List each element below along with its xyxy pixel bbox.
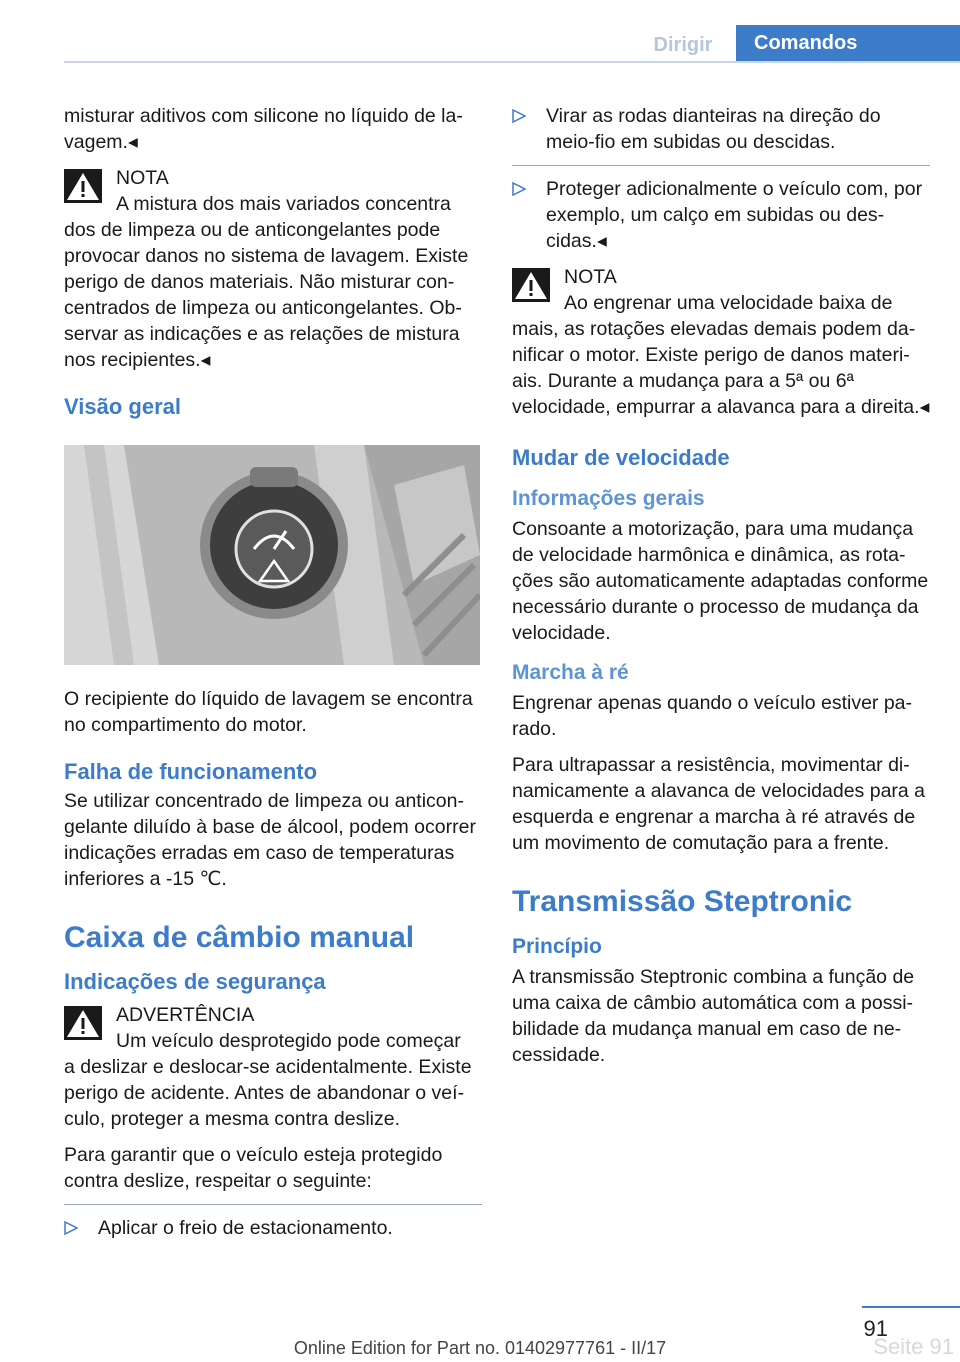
reverse-heading: Marcha à ré: [512, 661, 629, 684]
header-rule: [64, 61, 960, 63]
washer-fluid-reservoir-figure: [64, 445, 480, 665]
warning-title: ADVERTÊNCIA: [116, 1004, 255, 1026]
list-item: Proteger adicionalmente o veículo com, por exemplo, um calço em subidas ou descidas.◂: [512, 176, 930, 254]
triangle-bullet-icon: [64, 1221, 78, 1235]
bullet-divider: [64, 1204, 482, 1205]
note-title: NOTA: [564, 266, 617, 288]
watermark: Seite 91: [873, 1334, 954, 1359]
figure-caption: O recipiente do líquido de lavagem se encontra no compartimento do motor.: [64, 688, 473, 736]
edition-line: Online Edition for Part no. 01402977761 - II/17: [293, 1338, 667, 1358]
left-column: [64, 103, 482, 1251]
principle-heading: Princípio: [512, 935, 602, 958]
warning-triangle-icon: [64, 1006, 102, 1040]
note-body: A mistura dos mais variados concentra dos de limpeza ou de anticongelantes pode provocar danos no sistema de lavagem. Existe perigo de danos materiais. Não misturar concentrados de limpeza ou anticongelantes. Observar as indicações e as relações de mistura nos recipientes.◂: [64, 193, 469, 371]
bullet-divider: [512, 165, 930, 166]
warning-body: Um veículo desprotegido pode começar a deslizar e deslocar-se acidentalmente. Existe perigo de acidente. Antes de abandonar o veículo, proteger a mesma contra deslize.: [64, 1030, 472, 1130]
footer-rule: [862, 1306, 960, 1308]
general-info-heading: Informações gerais: [512, 487, 705, 510]
reverse-text-2: Para ultrapassar a resistência, movimentar dinamicamente a alavanca de velocidades para a esquerda e engrenar a marcha à ré através de um movimento de comutação para a frente.: [512, 754, 926, 854]
reverse-text-1: Engrenar apenas quando o veículo estiver parado.: [512, 692, 913, 740]
header-section: Dirigir: [653, 34, 713, 56]
shift-heading: Mudar de velocidade: [512, 445, 730, 470]
right-column: [512, 103, 930, 1078]
intro-text: misturar aditivos com silicone no líquido de lavagem.◂: [64, 105, 463, 153]
malfunction-text: Se utilizar concentrado de limpeza ou anticongelante diluído à base de álcool, podem ocorrer indicações erradas em caso de temperaturas inferiores a -15 ℃.: [64, 790, 476, 890]
manual-gearbox-heading: Caixa de câmbio manual: [64, 921, 415, 954]
steptronic-heading: Transmissão Steptronic: [512, 885, 853, 918]
list-item: Virar as rodas dianteiras na direção do meio-fio em subidas ou descidas.: [512, 103, 930, 155]
warning-triangle-icon: [512, 268, 550, 302]
general-info-text: Consoante a motorização, para uma mudança de velocidade harmônica e dinâmica, as rotações são automaticamente adaptadas conforme necessário durante o processo de mudança da velocidade.: [512, 518, 929, 644]
header-chapter: Comandos: [736, 25, 960, 61]
list-item: Aplicar o freio de estacionamento.: [64, 1215, 482, 1241]
principle-text: A transmissão Steptronic combina a função de uma caixa de câmbio automática com a possibilidade da mudança manual em caso de necessidade.: [512, 966, 915, 1066]
triangle-bullet-icon: [512, 109, 526, 123]
page-number: 91: [863, 1316, 888, 1341]
triangle-bullet-icon: [512, 182, 526, 196]
note-box: [64, 165, 482, 373]
overview-heading: Visão geral: [64, 394, 181, 419]
warning-triangle-icon: [64, 169, 102, 203]
secure-text: Para garantir que o veículo esteja protegido contra deslize, respeitar o seguinte:: [64, 1144, 443, 1192]
safety-heading: Indicações de segurança: [64, 969, 326, 994]
warning-box: [64, 1002, 482, 1132]
note-title: NOTA: [116, 167, 169, 189]
note-box: [512, 264, 930, 420]
note-body: Ao engrenar uma velocidade baixa de mais, as rotações elevadas demais podem danificar o motor. Existe perigo de danos materiais. Durante a mudança para a 5ª ou 6ª velocidade, empurrar a alavanca para a direita.◂: [512, 292, 930, 418]
malfunction-heading: Falha de funcionamento: [64, 759, 318, 784]
